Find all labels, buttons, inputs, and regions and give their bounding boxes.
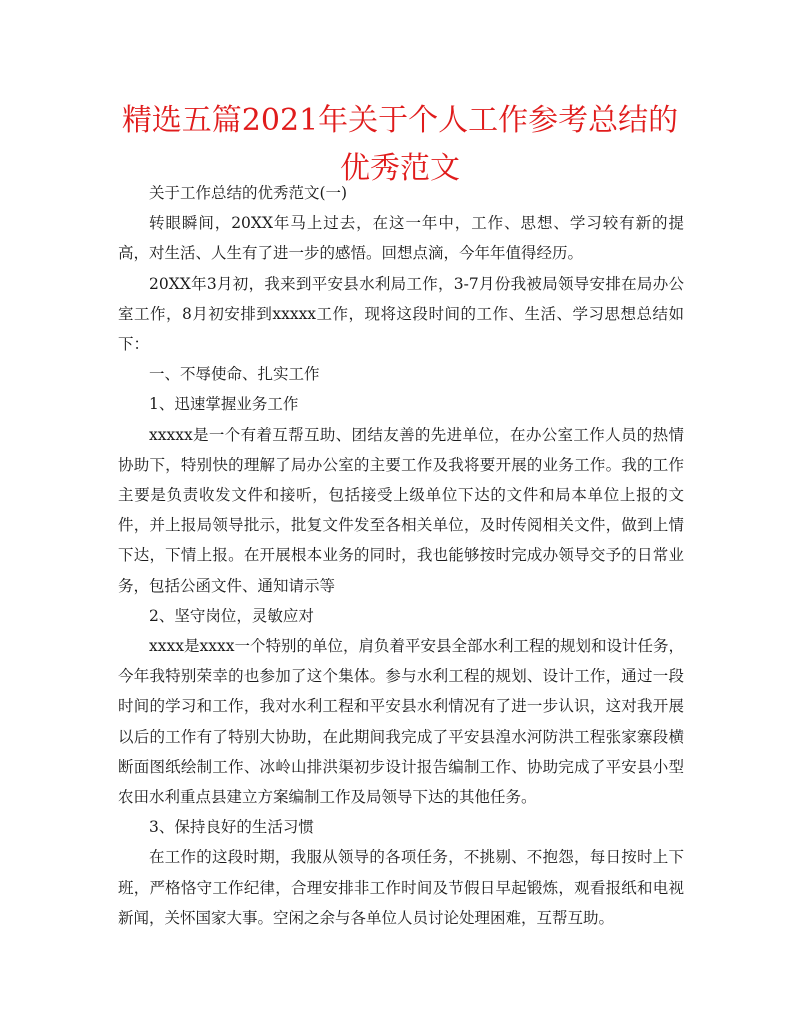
subsection-heading: 2、坚守岗位，灵敏应对	[149, 606, 314, 625]
subsection-heading: 1、迅速掌握业务工作	[149, 395, 299, 414]
body-paragraph: 20XX年3月初，我来到平安县水利局工作，3-7月份我被局领导安排在局办公室工作，8月初安排到xxxxx工作，现将这段时间的工作、生活、学习思想总结如下：	[118, 274, 684, 354]
document-title: 精选五篇2021年关于个人工作参考总结的优秀范文	[121, 103, 679, 186]
document-body	[118, 178, 684, 933]
body-paragraph: xxxx是xxxx一个特别的单位，肩负着平安县全部水利工程的规划和设计任务，今年我特别荣幸的也参加了这个集体。参与水利工程的规划、设计工作，通过一段时间的学习和工作，我对水利工程和平安县水利情况有了进一步认识，这对我开展以后的工作有了特别大协助，在此期间我完成了平安县湟水河防洪工程张家寨段横断面图纸绘制工作、冰岭山排洪渠初步设计报告编制工作、协助完成了平安县小型农田水利重点县建立方案编制工作及局领导下达的其他任务。	[118, 637, 684, 807]
body-paragraph: xxxxx是一个有着互帮互助、团结友善的先进单位，在办公室工作人员的热情协助下，特别快的理解了局办公室的主要工作及我将要开展的业务工作。我的工作主要是负责收发文件和接听，包括接受上级单位下达的文件和局本单位上报的文件，并上报局领导批示，批复文件发至各相关单位，及时传阅相关文件，做到上情下达，下情上报。在开展根本业务的同时，我也能够按时完成办领导交予的日常业务，包括公函文件、通知请示等	[118, 425, 684, 595]
body-paragraph: 在工作的这段时期，我服从领导的各项任务，不挑剔、不抱怨，每日按时上下班，严格恪守工作纪律，合理安排非工作时间及节假日早起锻炼，观看报纸和电视新闻，关怀国家大事。空闲之余与各单位人员讨论处理困难，互帮互助。	[118, 848, 684, 927]
body-paragraph: 转眼瞬间，20XX年马上过去，在这一年中，工作、思想、学习较有新的提高，对生活、人生有了进一步的感悟。回想点滴，今年年值得经历。	[118, 214, 684, 263]
section-heading: 一、不辱使命、扎实工作	[149, 365, 320, 384]
section-heading: 关于工作总结的优秀范文(一)	[149, 184, 348, 202]
subsection-heading: 3、保持良好的生活习惯	[149, 818, 314, 837]
